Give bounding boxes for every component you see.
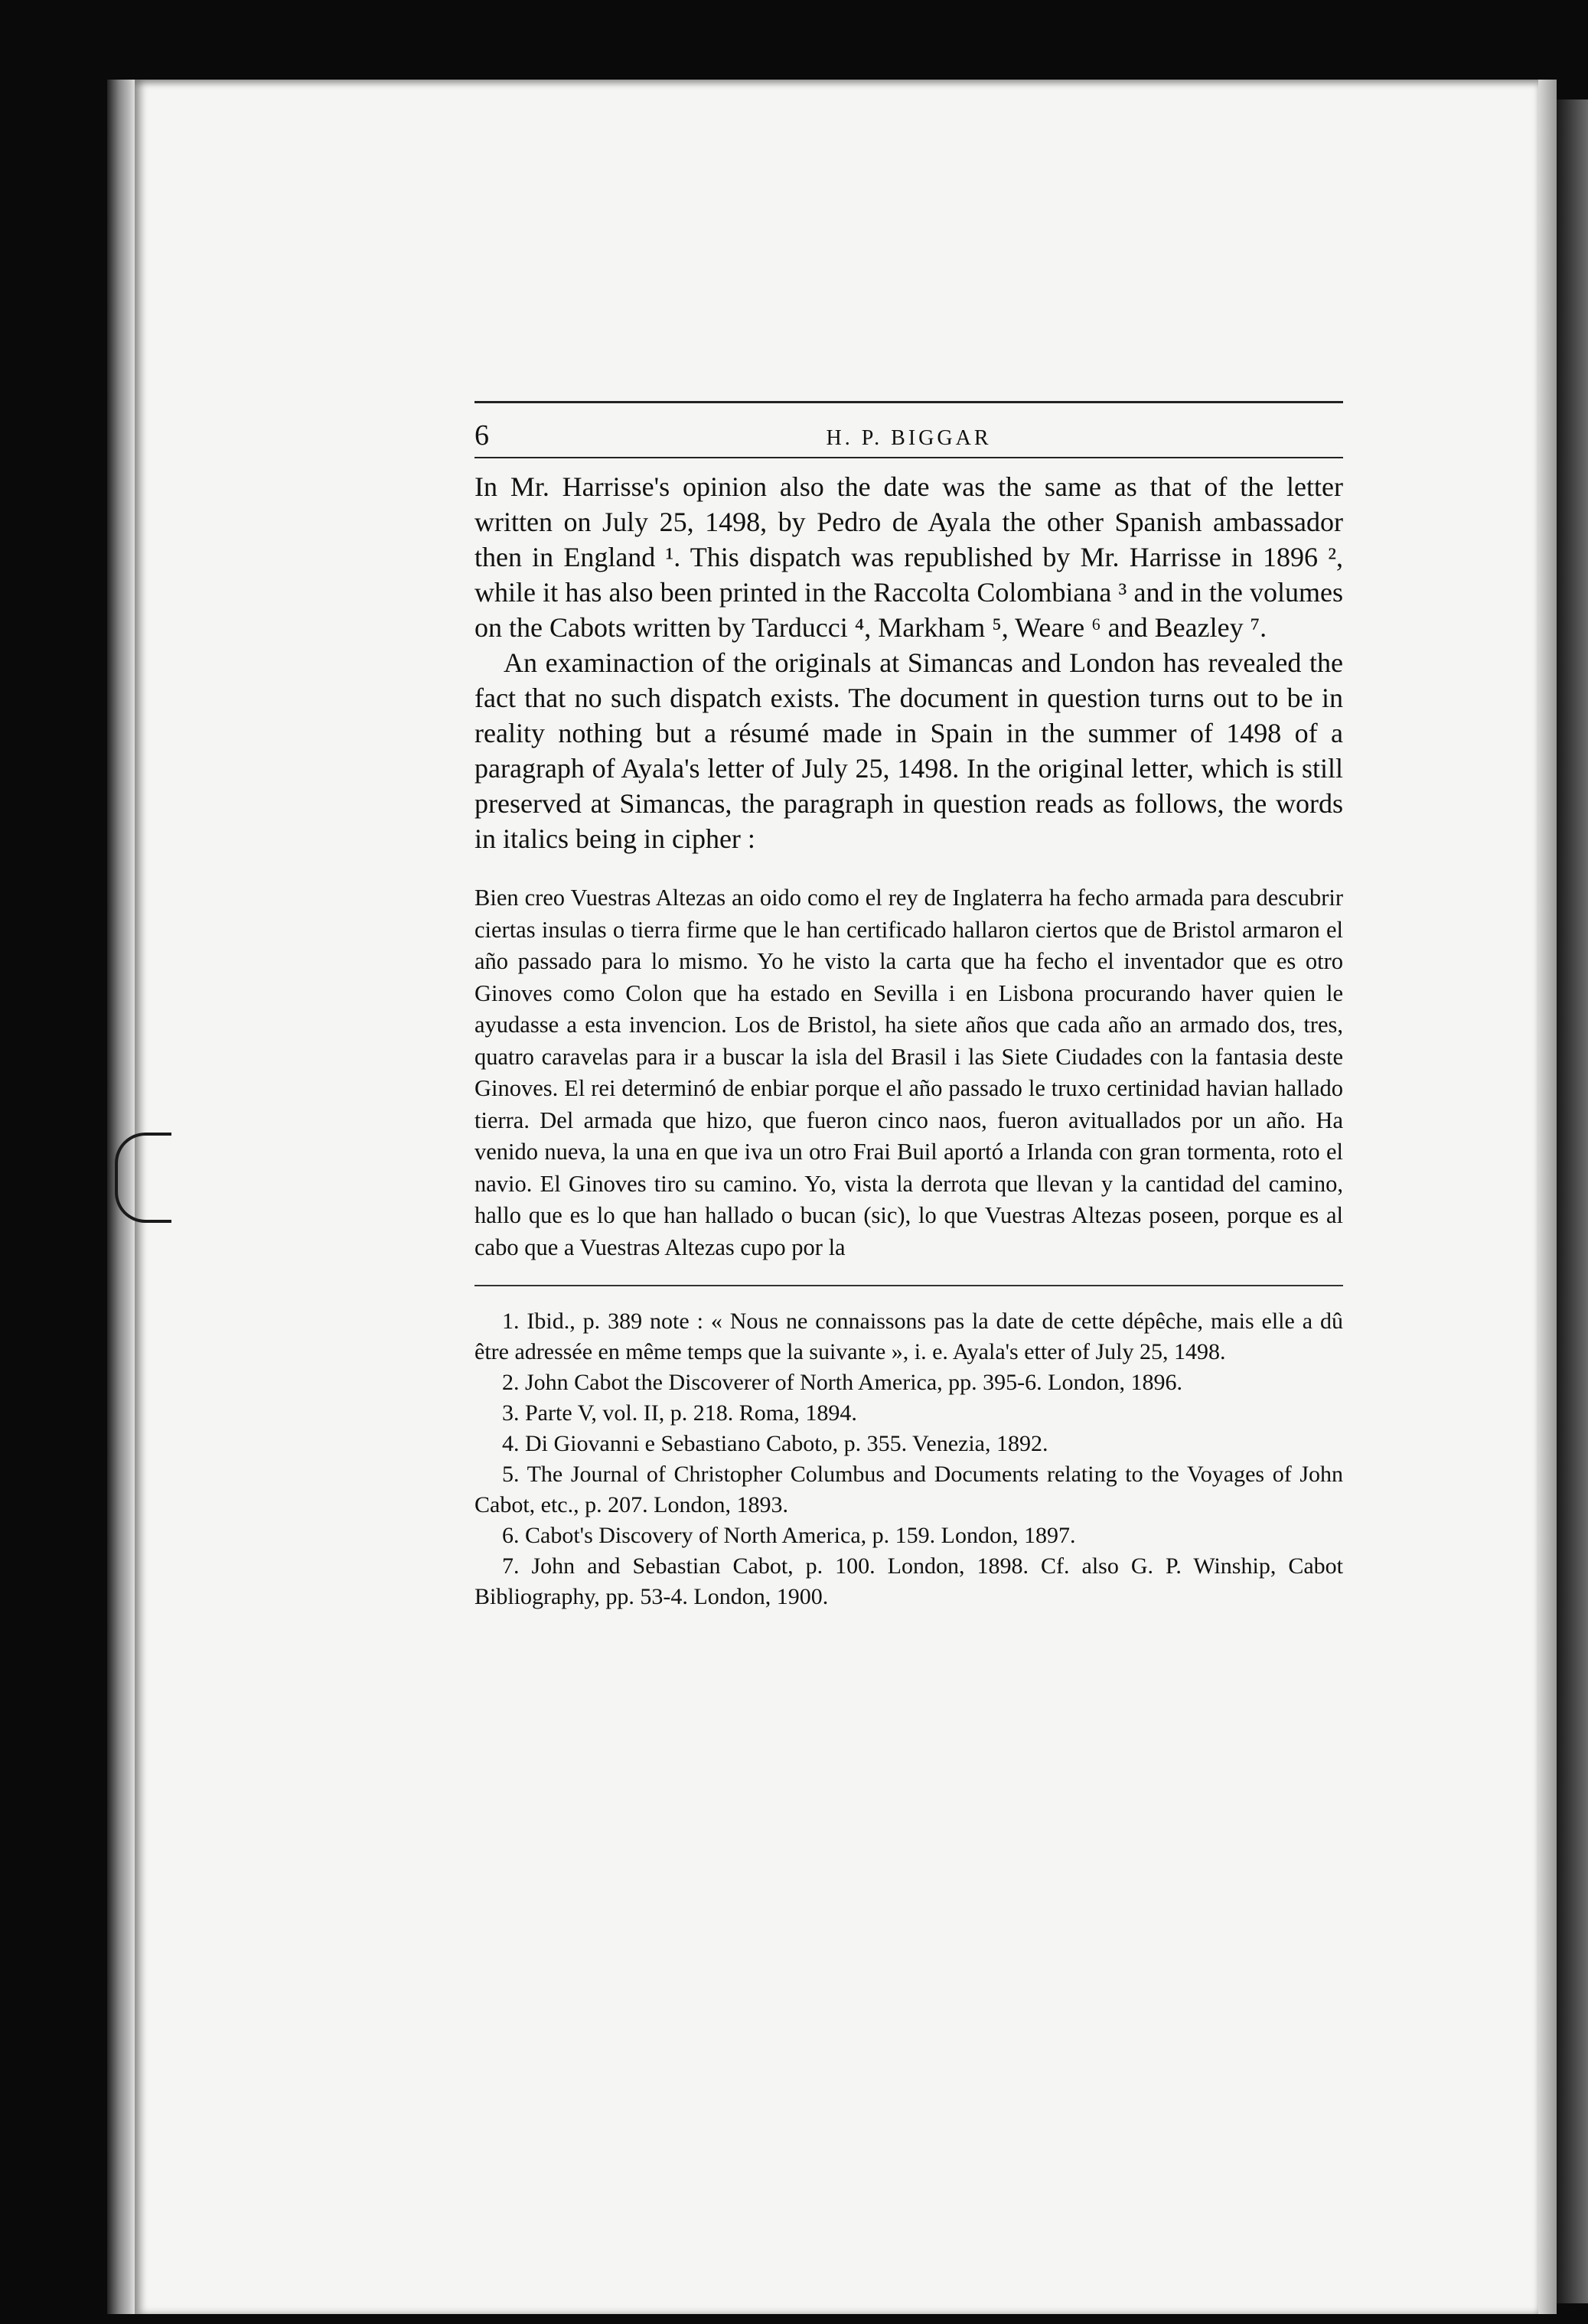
footnote: 1. Ibid., p. 389 note : « Nous ne connaissons pas la date de cette dépêche, mais elle a dû être adressée en même temps que la suivante », i. e. Ayala's etter of July 25, 1498. bbox=[474, 1309, 1343, 1364]
footnote: 7. John and Sebastian Cabot, p. 100. London, 1898. Cf. also G. P. Winship, Cabot Bibliography, pp. 53-4. London, 1900. bbox=[474, 1553, 1343, 1609]
running-header bbox=[474, 412, 1343, 457]
adjacent-page-edge bbox=[1557, 99, 1588, 2303]
page-content bbox=[474, 401, 1343, 1612]
footnotes bbox=[474, 1306, 1343, 1612]
footnote: 6. Cabot's Discovery of North America, p. 159. London, 1897. bbox=[502, 1523, 1076, 1548]
footnote: 3. Parte V, vol. II, p. 218. Roma, 1894. bbox=[502, 1400, 857, 1426]
header-rule-bottom bbox=[474, 457, 1343, 458]
footnote: 2. John Cabot the Discoverer of North America, pp. 395-6. London, 1896. bbox=[502, 1370, 1182, 1395]
quoted-letter: Bien creo Vuestras Altezas an oido como el rey de Inglaterra ha fecho armada para descubrir ciertas insulas o tierra firme que le han certificado hallaron ciertos que de Bristol armaron el año passado para lo mismo. Yo he visto la carta que ha fecho el inventador que es otro Ginoves como Colon que ha estado en Sevilla i en Lisbona procurando haver quien le ayudasse a esta invencion. Los de Bristol, ha siete años que cada año an armado dos, tres, quatro caravelas para ir a buscar la isla del Brasil i las Siete Ciudades con la fantasia deste Ginoves. El rei determinó de enbiar porque el año passado le truxo certinidad havian hallado tierra. Del armada que hizo, que fueron cinco naos, fueron avituallados por un año. Ha venido nueva, la una en que iva un otro Frai Buil aportó a Irlanda con gran tormenta, roto el navio. El Ginoves tiro su camino. Yo, vista la derrota que llevan y la cantidad del camino, hallo que es lo que han hallado o bucan (sic), lo que Vuestras Altezas poseen, porque es al cabo que a Vuestras Altezas cupo por la bbox=[474, 885, 1343, 1260]
paragraph: An examinaction of the originals at Simancas and London has revealed the fact that no such dispatch exists. The document in question turns out to be in reality nothing but a résumé made in Spain in the summer of 1498 of a paragraph of Ayala's letter of July 25, 1498. In the original letter, which is still preserved at Simancas, the paragraph in question reads as follows, the words in italics being in cipher : bbox=[474, 647, 1343, 854]
footnote: 5. The Journal of Christopher Columbus and Documents relating to the Voyages of John Cabot, etc., p. 207. London, 1893. bbox=[474, 1462, 1343, 1517]
header-rule-top bbox=[474, 401, 1343, 403]
footnote-rule bbox=[474, 1285, 1343, 1286]
body-text bbox=[474, 469, 1343, 856]
page-clip-mark bbox=[115, 1133, 171, 1223]
page-edge bbox=[1538, 80, 1557, 2314]
paragraph: In Mr. Harrisse's opinion also the date was the same as that of the letter written on July 25, 1498, by Pedro de Ayala the other Spanish ambassador then in England ¹. This dispatch was republished by Mr. Harrisse in 1896 ², while it has also been printed in the Raccolta Colombiana ³ and in the volumes on the Cabots written by Tarducci ⁴, Markham ⁵, Weare ⁶ and Beazley ⁷. bbox=[474, 471, 1343, 643]
running-title: H. P. BIGGAR bbox=[826, 426, 992, 450]
footnote: 4. Di Giovanni e Sebastiano Caboto, p. 355. Venezia, 1892. bbox=[502, 1431, 1048, 1456]
page-number: 6 bbox=[474, 419, 489, 451]
